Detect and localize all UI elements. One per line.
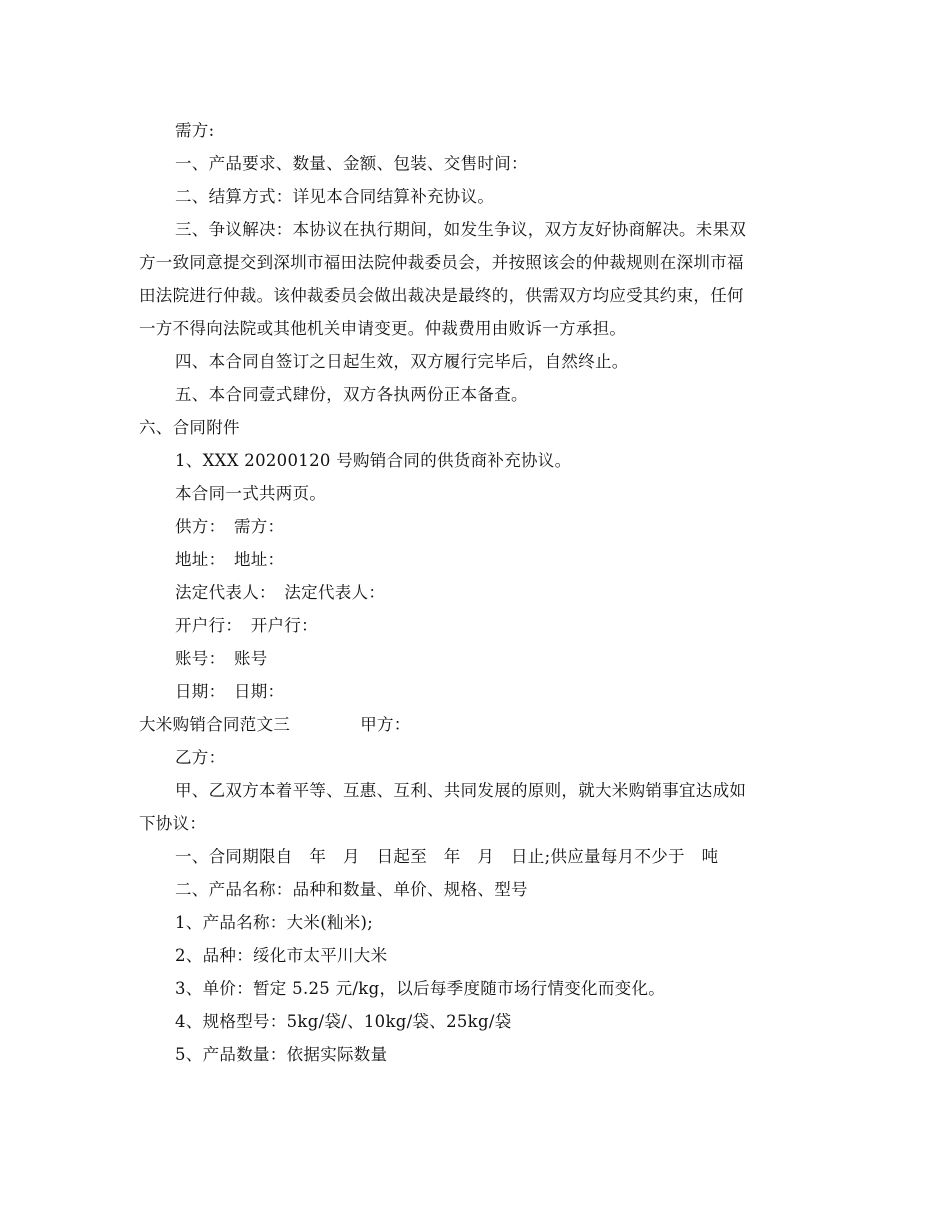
text-line: 本合同一式共两页。	[175, 484, 327, 503]
signature-field: 开户行： 开户行：	[175, 616, 318, 635]
text-line: 4、规格型号：5kg/袋/、10kg/袋、25kg/袋	[175, 1012, 512, 1031]
signature-field: 账号： 账号	[175, 649, 268, 668]
text-line: 五、本合同壹式肆份，双方各执两份正本备查。	[175, 385, 528, 404]
text-line: 下协议：	[139, 814, 207, 833]
party-a-label: 甲方：	[360, 715, 411, 734]
text-line: 二、产品名称：品种和数量、单价、规格、型号	[175, 880, 528, 899]
text-line: 田法院进行仲裁。该仲裁委员会做出裁决是最终的，供需双方均应受其约束，任何	[139, 286, 744, 305]
text-line: 3、单价：暂定 5.25 元/kg，以后每季度随市场行情变化而变化。	[175, 979, 666, 998]
text-line: 一、合同期限自 年 月 日起至 年 月 日止;供应量每月不少于 吨	[175, 847, 719, 866]
contract-title: 大米购销合同范文三	[139, 715, 291, 734]
signature-field: 供方： 需方：	[175, 517, 285, 536]
text-line: 三、争议解决：本协议在执行期间，如发生争议，双方友好协商解决。未果双	[175, 220, 747, 239]
text-line: 一、产品要求、数量、金额、包装、交售时间：	[175, 154, 528, 173]
text-line: 1、产品名称：大米(籼米);	[175, 913, 374, 932]
section-heading: 六、合同附件	[139, 418, 240, 437]
text-line: 甲、乙双方本着平等、互惠、互利、共同发展的原则，就大米购销事宜达成如	[175, 781, 747, 800]
signature-field: 法定代表人： 法定代表人：	[175, 583, 386, 602]
text-line: 2、品种：绥化市太平川大米	[175, 946, 388, 965]
signature-field: 日期： 日期：	[175, 682, 285, 701]
text-line: 二、结算方式：详见本合同结算补充协议。	[175, 187, 495, 206]
text-line: 5、产品数量：依据实际数量	[175, 1045, 388, 1064]
text-line: 一方不得向法院或其他机关申请变更。仲裁费用由败诉一方承担。	[139, 319, 627, 338]
contract-title-row	[139, 714, 819, 736]
signature-field: 地址： 地址：	[175, 550, 285, 569]
text-line: 方一致同意提交到深圳市福田法院仲裁委员会，并按照该会的仲裁规则在深圳市福	[139, 253, 744, 272]
text-line: 四、本合同自签订之日起生效，双方履行完毕后，自然终止。	[175, 352, 629, 371]
party-b-label: 乙方：	[175, 748, 226, 767]
text-line: 需方:	[175, 121, 215, 140]
text-line: 1、XXX 20200120 号购销合同的供货商补充协议。	[175, 451, 572, 470]
